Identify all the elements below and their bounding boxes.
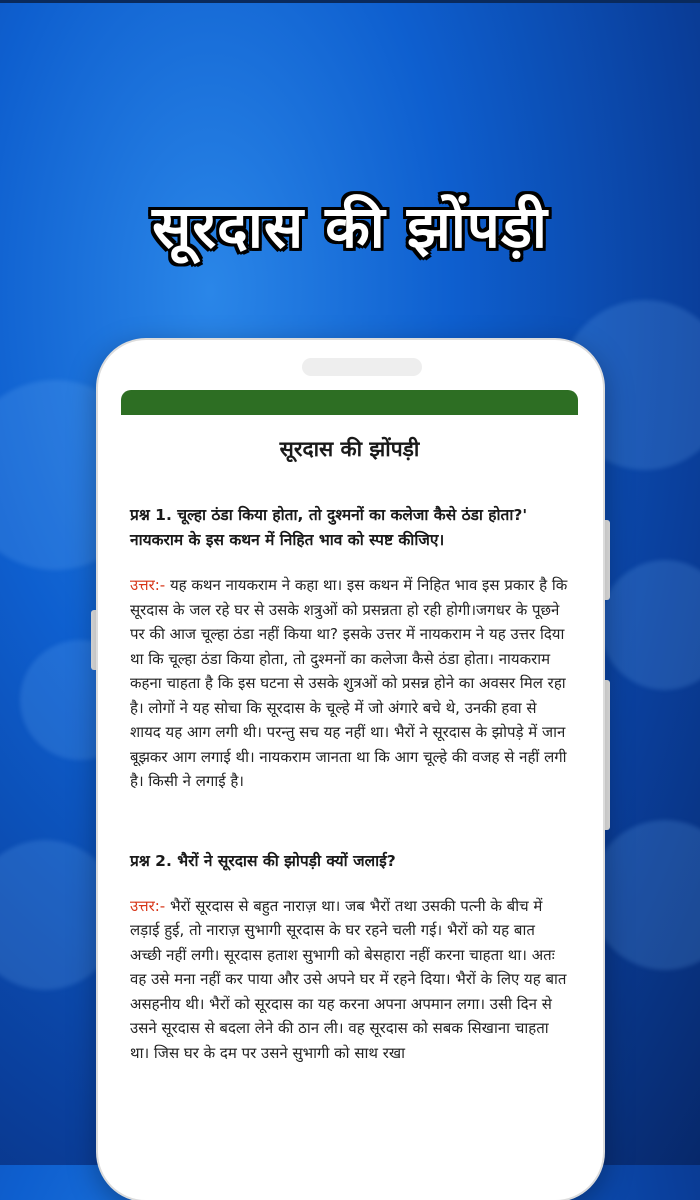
phone-side-button xyxy=(602,680,610,830)
question-1: प्रश्न 1. चूल्हा ठंडा किया होता, तो दुश्मनों का कलेजा कैसे ठंडा होता?' नायकराम के इस कथन में निहित भाव को स्पष्ट कीजिए। xyxy=(130,506,528,549)
question-2: प्रश्न 2. भैरों ने सूरदास की झोपड़ी क्यों जलाई? xyxy=(130,851,396,870)
answer-1-text: यह कथन नायकराम ने कहा था। इस कथन में निहित भाव इस प्रकार है कि सूरदास के जल रहे घर से उसके शत्रुओं को प्रसन्नता हो रही होगी।जगधर के पूछने पर की आज चूल्हा ठंडा नहीं किया था? इसके उत्तर में नायकराम ने यह उत्तर दिया था कि चूल्हा ठंडा किया होता, तो दुश्मनों का कलेजा कैसे ठंडा होता। नायकराम कहना चाहता है कि इस घटना से उसके शुत्रओं को प्रसन्न होने का अवसर मिल रहा है। लोगों ने यह सोचा कि सूरदास के चूल्हे में जो अंगारे बचे थे, उनकी हवा से शायद यह आग लगी थी। परन्तु सच यह नहीं था। भैरों ने सूरदास के झोपड़े में जान बूझकर आग लगाई थी। नायकराम जानता था कि आग चूल्हे की वजह से नहीं लगी है। किसी ने लगाई है। xyxy=(130,576,568,790)
phone-speaker xyxy=(302,358,422,376)
bokeh-light xyxy=(590,820,700,970)
app-header-bar xyxy=(121,390,578,415)
answer-label: उत्तर:- xyxy=(130,896,166,915)
answer-label: उत्तर:- xyxy=(130,576,166,594)
top-edge xyxy=(0,0,700,3)
bokeh-light xyxy=(600,560,700,690)
article-title: सूरदास की झोंपड़ी xyxy=(279,437,420,461)
phone-screen xyxy=(121,390,578,1165)
answer-2 xyxy=(130,894,568,1066)
article-content xyxy=(121,503,578,1065)
banner-title: सूरदास की झोंपड़ी xyxy=(152,193,548,261)
answer-2-text: भैरों सूरदास से बहुत नाराज़ था। जब भैरों तथा उसकी पत्नी के बीच में लड़ाई हुई, तो नाराज़ सुभागी सूरदास के घर रहने चली गई। भैरों को यह बात अच्छी नहीं लगी। सूरदास हताश सुभागी को बेसहारा नहीं करना चाहता था। अतः वह उसे मना नहीं कर पाया और उसे अपने घर में रहने दिया। भैरों के लिए यह बात असहनीय थी। भैरों को सूरदास का यह करना अपना अपमान लगा। उसी दिन से उसने सूरदास से बदला लेने की ठान ली। वह सूरदास को सबक सिखाना चाहता था। जिस घर के दम पर उसने सुभागी को साथ रखा xyxy=(130,896,567,1062)
phone-side-button xyxy=(602,520,610,600)
answer-1 xyxy=(130,573,568,794)
